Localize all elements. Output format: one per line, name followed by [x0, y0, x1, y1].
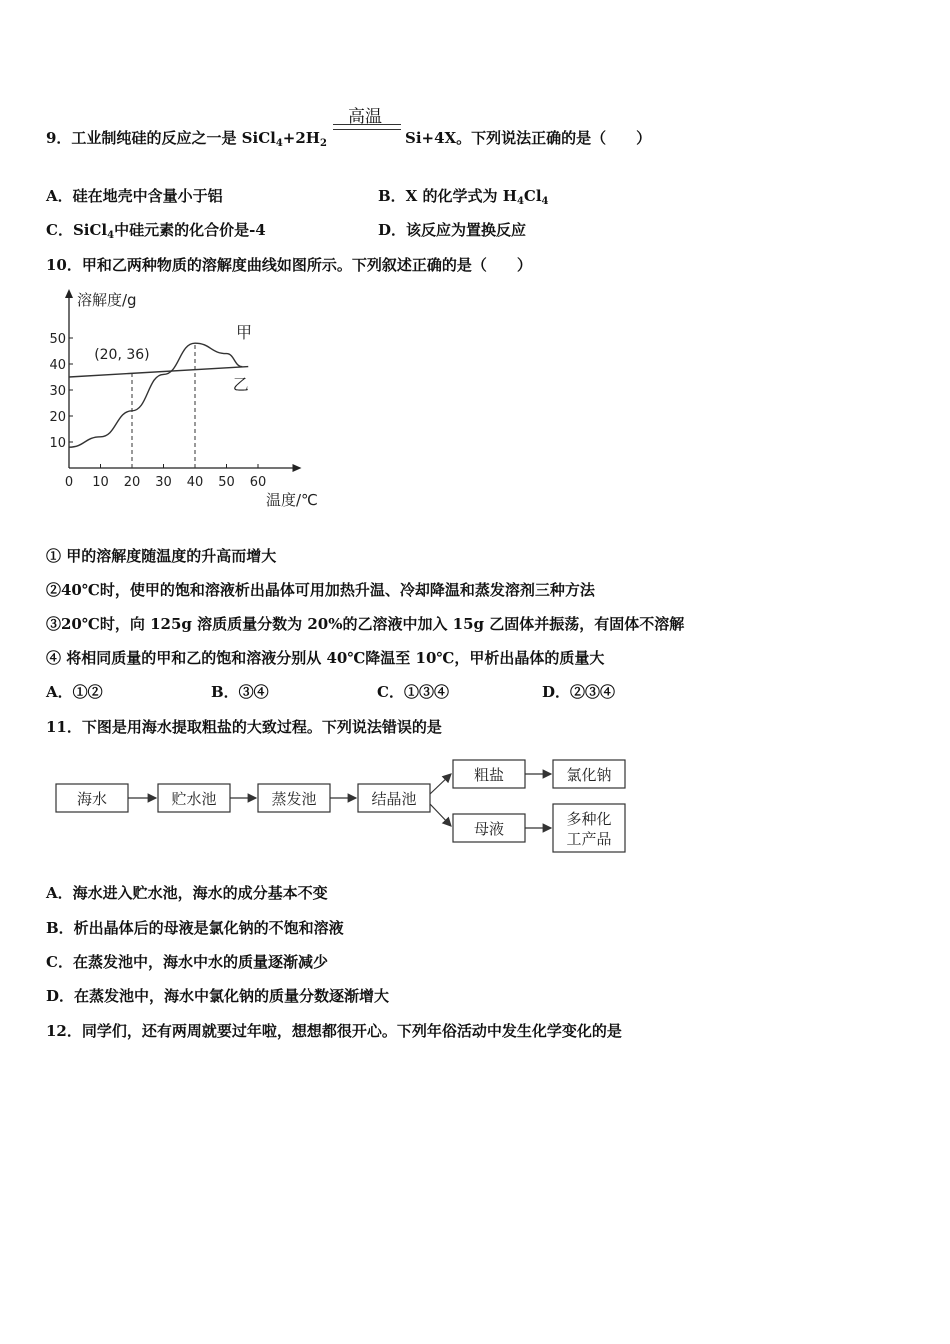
- q9-stem-part2: +2H: [282, 129, 320, 147]
- y-axis-label: 溶解度/g: [77, 291, 137, 309]
- y-tick-label: 50: [49, 332, 66, 347]
- x-tick-label: 10: [92, 475, 109, 490]
- solubility-chart: [40, 285, 330, 515]
- label-mother-liquor: 母液: [473, 820, 505, 838]
- y-tick-label: 20: [49, 410, 66, 425]
- q9-reaction-condition: 高温: [348, 107, 382, 127]
- q9-stem: [46, 128, 327, 154]
- q9-option-b-part2: Cl: [523, 187, 542, 205]
- q9-option-b-part1: B．X 的化学式为 H: [378, 187, 517, 205]
- point-annotation: (20, 36): [94, 346, 150, 363]
- subscript: 4: [516, 196, 524, 207]
- x-tick-label: 40: [186, 475, 204, 490]
- q11-option-b: B．析出晶体后的母液是氯化钠的不饱和溶液: [46, 919, 344, 937]
- label-products-line2: 工产品: [566, 830, 612, 848]
- q11-option-d: D．在蒸发池中，海水中氯化钠的质量分数逐渐增大: [46, 987, 390, 1005]
- y-tick-label: 10: [49, 436, 66, 451]
- subscript: 4: [541, 196, 549, 207]
- q10-option-b: B．③④: [211, 683, 269, 701]
- q9-option-c: [46, 220, 266, 246]
- q10-statement-3: ③20℃时，向 125g 溶质质量分数为 20%的乙溶液中加入 15g 乙固体并振荡，有固体不溶解: [46, 615, 685, 633]
- q9-option-d: D．该反应为置换反应: [378, 221, 527, 239]
- q11-option-a: A．海水进入贮水池，海水的成分基本不变: [46, 884, 328, 902]
- x-tick-label: 20: [123, 475, 141, 490]
- x-tick-label: 30: [155, 475, 172, 490]
- arrow: [430, 804, 451, 826]
- salt-process-flowchart: [50, 752, 650, 862]
- q10-statement-1: ① 甲的溶解度随温度的升高而增大: [46, 547, 277, 565]
- subscript: 2: [319, 138, 327, 149]
- q11-stem: 11．下图是用海水提取粗盐的大致过程。下列说法错误的是: [46, 718, 442, 736]
- q9-option-a: A．硅在地壳中含量小于铝: [46, 187, 223, 205]
- label-crude-salt: 粗盐: [473, 766, 505, 784]
- y-tick-label: 40: [49, 358, 66, 373]
- q10-statement-2: ②40℃时，使甲的饱和溶液析出晶体可用加热升温、冷却降温和蒸发溶剂三种方法: [46, 581, 595, 599]
- label-products-line1: 多种化: [566, 810, 612, 828]
- subscript: 4: [275, 138, 283, 149]
- label-crystallization: 结晶池: [371, 790, 417, 808]
- label-evaporation: 蒸发池: [271, 790, 317, 808]
- q9-option-c-part2: 中硅元素的化合价是-4: [114, 221, 266, 239]
- subscript: 4: [107, 230, 115, 241]
- x-axis-label: 温度/℃: [266, 491, 318, 509]
- label-seawater: 海水: [76, 790, 108, 808]
- series-yi-label: 乙: [232, 375, 249, 394]
- q9-option-c-part1: C．SiCl: [46, 221, 108, 239]
- x-tick-label: 0: [64, 475, 74, 490]
- q10-stem: 10．甲和乙两种物质的溶解度曲线如图所示。下列叙述正确的是（ ）: [46, 256, 532, 274]
- x-tick-label: 60: [249, 475, 267, 490]
- q9-reaction-equals: [333, 124, 401, 130]
- q10-option-a: A．①②: [46, 683, 103, 701]
- label-nacl: 氯化钠: [566, 766, 612, 784]
- y-tick-label: 30: [49, 384, 66, 399]
- label-storage: 贮水池: [171, 790, 217, 808]
- q10-option-d: D．②③④: [542, 683, 616, 701]
- q10-statement-4: ④ 将相同质量的甲和乙的饱和溶液分别从 40℃降温至 10℃，甲析出晶体的质量大: [46, 649, 605, 667]
- q12-stem: 12．同学们，还有两周就要过年啦，想想都很开心。下列年俗活动中发生化学变化的是: [46, 1022, 622, 1040]
- y-axis-arrowhead: [65, 289, 73, 298]
- q9-stem-end: Si+4X。下列说法正确的是（ ）: [405, 129, 652, 147]
- q9-option-b: [378, 186, 549, 212]
- series-jia-label: 甲: [235, 323, 252, 342]
- q10-option-c: C．①③④: [377, 683, 449, 701]
- x-tick-label: 50: [218, 475, 235, 490]
- q11-option-c: C．在蒸发池中，海水中水的质量逐渐减少: [46, 953, 328, 971]
- x-axis-arrowhead: [293, 464, 302, 472]
- arrow: [430, 774, 451, 794]
- q9-stem-part1: 9．工业制纯硅的反应之一是 SiCl: [46, 129, 276, 147]
